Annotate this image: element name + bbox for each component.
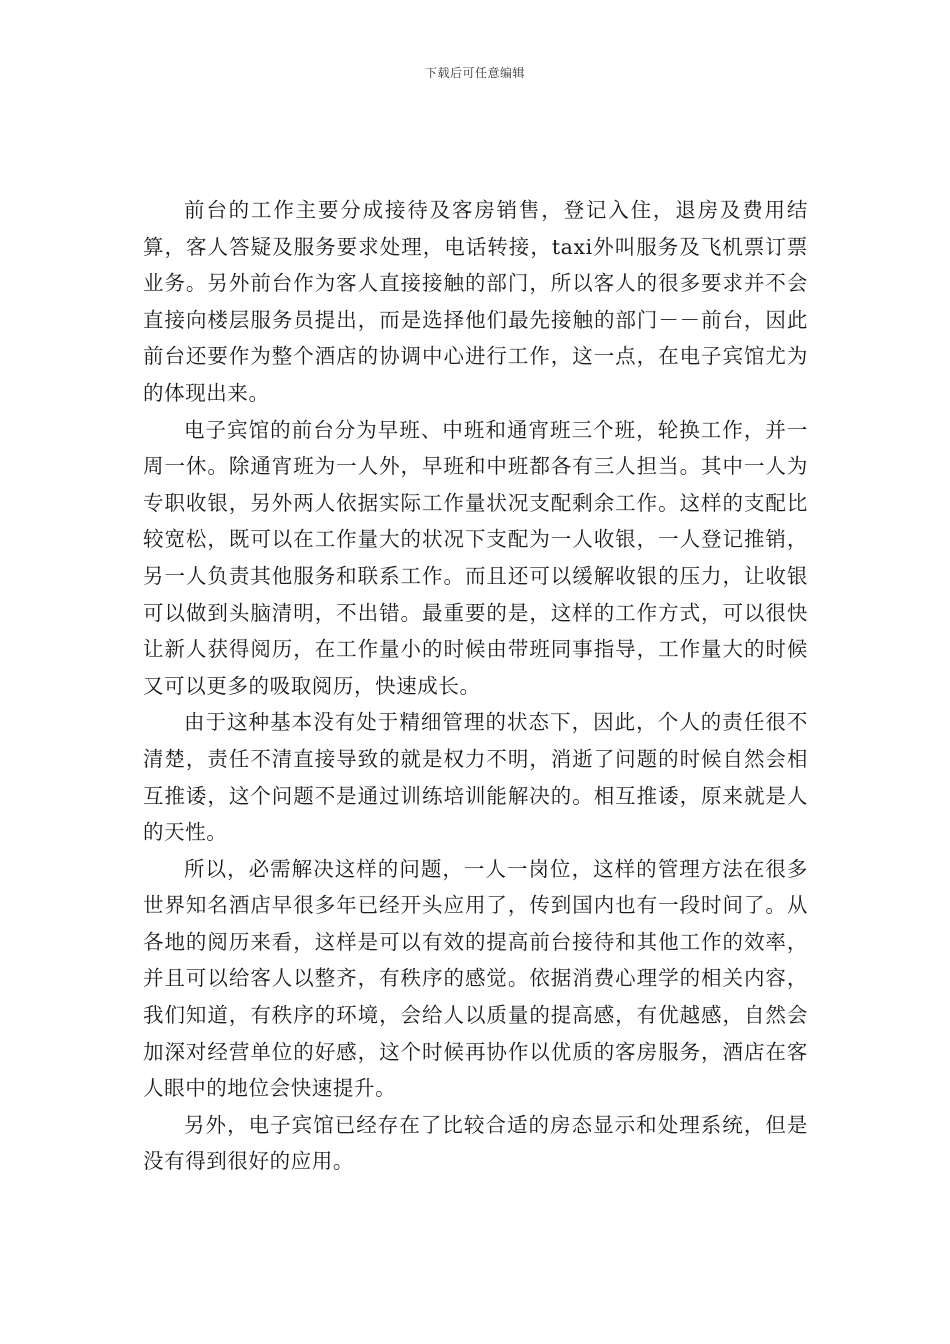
paragraph-4: 所以，必需解决这样的问题，一人一岗位，这样的管理方法在很多世界知名酒店早很多年已经开头应用了，传到国内也有一段时间了。从各地的阅历来看，这样是可以有效的提高前台接待和其他工作的效率，并且可以给客人以整齐，有秩序的感觉。依据消费心理学的相关内容，我们知道，有秩序的环境，会给人以质量的提高感，有优越感，自然会加深对经营单位的好感，这个时候再协作以优质的客房服务，酒店在客人眼中的地位会快速提升。 (143, 856, 808, 1101)
paragraph-1: 前台的工作主要分成接待及客房销售，登记入住，退房及费用结算，客人答疑及服务要求处理，电话转接，taxi外叫服务及飞机票订票业务。另外前台作为客人直接接触的部门，所以客人的很多要求并不会直接向楼层服务员提出，而是选择他们最先接触的部门－－前台，因此前台还要作为整个酒店的协调中心进行工作，这一点，在电子宾馆尤为的体现出来。 (143, 198, 808, 405)
page-header: 下载后可任意编辑 (424, 66, 525, 80)
document-body (143, 192, 808, 1180)
paragraph-5: 另外，电子宾馆已经存在了比较合适的房态显示和处理系统，但是没有得到很好的应用。 (143, 1112, 808, 1174)
paragraph-2: 电子宾馆的前台分为早班、中班和通宵班三个班，轮换工作，并一周一休。除通宵班为一人外，早班和中班都各有三人担当。其中一人为专职收银，另外两人依据实际工作量状况支配剩余工作。这样的支配比较宽松，既可以在工作量大的状况下支配为一人收银，一人登记推销，另一人负责其他服务和联系工作。而且还可以缓解收银的压力，让收银可以做到头脑清明，不出错。最重要的是，这样的工作方式，可以很快让新人获得阅历，在工作量小的时候由带班同事指导，工作量大的时候又可以更多的吸取阅历，快速成长。 (143, 417, 808, 698)
paragraph-3: 由于这种基本没有处于精细管理的状态下，因此，个人的责任很不清楚，责任不清直接导致的就是权力不明，消逝了问题的时候自然会相互推诿，这个问题不是通过训练培训能解决的。相互推诿，原来就是人的天性。 (143, 710, 808, 845)
